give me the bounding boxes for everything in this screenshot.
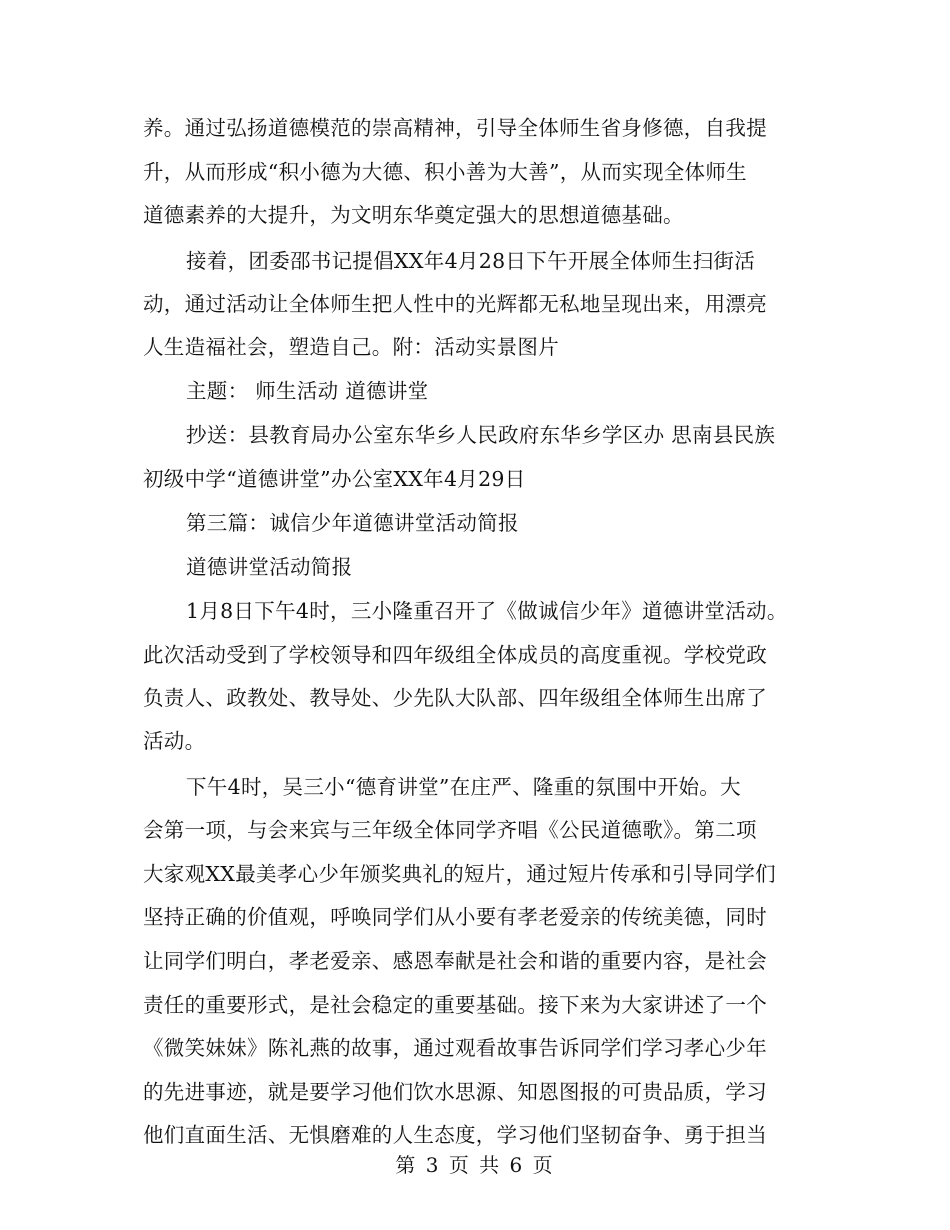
page-number-footer: 第 3 页 共 6 页 [395, 1153, 555, 1177]
text-line: 人生造福社会，塑造自己。附：活动实景图片 [143, 335, 559, 359]
text-line: 的先进事迹，就是要学习他们饮水思源、知恩图报的可贵品质，学习 [143, 1080, 767, 1104]
text-line: 他们直面生活、无惧磨难的人生态度，学习他们坚韧奋争、勇于担当 [143, 1123, 767, 1147]
text-line: 升，从而形成“积小德为大德、积小善为大善”，从而实现全体师生 [143, 160, 747, 184]
text-line: 道德素养的大提升，为文明东华奠定强大的思想道德基础。 [143, 203, 684, 227]
text-line: 坚持正确的价值观，呼唤同学们从小要有孝老爱亲的传统美德，同时 [143, 905, 767, 929]
text-line: 责任的重要形式，是社会稳定的重要基础。接下来为大家讲述了一个 [143, 993, 767, 1017]
text-line: 主题： 师生活动 道德讲堂 [186, 379, 429, 403]
text-line: 1月8日下午4时，三小隆重召开了《做诚信少年》道德讲堂活动。 [186, 599, 788, 623]
text-line: 《微笑妹妹》陈礼燕的故事，通过观看故事告诉同学们学习孝心少年 [143, 1036, 767, 1060]
section-heading: 第三篇：诚信少年道德讲堂活动简报 [186, 511, 519, 535]
text-line: 会第一项，与会来宾与三年级全体同学齐唱《公民道德歌》。第二项 [143, 818, 757, 842]
text-line: 让同学们明白，孝老爱亲、感恩奉献是社会和谐的重要内容，是社会 [143, 949, 767, 973]
subsection-heading: 道德讲堂活动简报 [186, 555, 353, 579]
text-line: 活动。 [143, 729, 206, 753]
text-line: 负责人、政教处、教导处、少先队大队部、四年级组全体师生出席了 [143, 686, 767, 710]
text-line: 动，通过活动让全体师生把人性中的光辉都无私地呈现出来，用漂亮 [143, 292, 767, 316]
text-line: 养。通过弘扬道德模范的崇高精神，引导全体师生省身修德，自我提 [143, 116, 767, 140]
text-line: 接着，团委邵书记提倡XX年4月28日下午开展全体师生扫街活 [186, 249, 756, 273]
text-line: 下午4时，吴三小“德育讲堂”在庄严、隆重的氛围中开始。大 [186, 775, 741, 799]
text-line: 抄送：县教育局办公室东华乡人民政府东华乡学区办 思南县民族 [186, 423, 776, 447]
text-line: 大家观XX最美孝心少年颁奖典礼的短片，通过短片传承和引导同学们 [143, 862, 776, 886]
text-line: 此次活动受到了学校领导和四年级组全体成员的高度重视。学校党政 [143, 643, 767, 667]
text-line: 初级中学“道德讲堂”办公室XX年4月29日 [143, 467, 526, 491]
